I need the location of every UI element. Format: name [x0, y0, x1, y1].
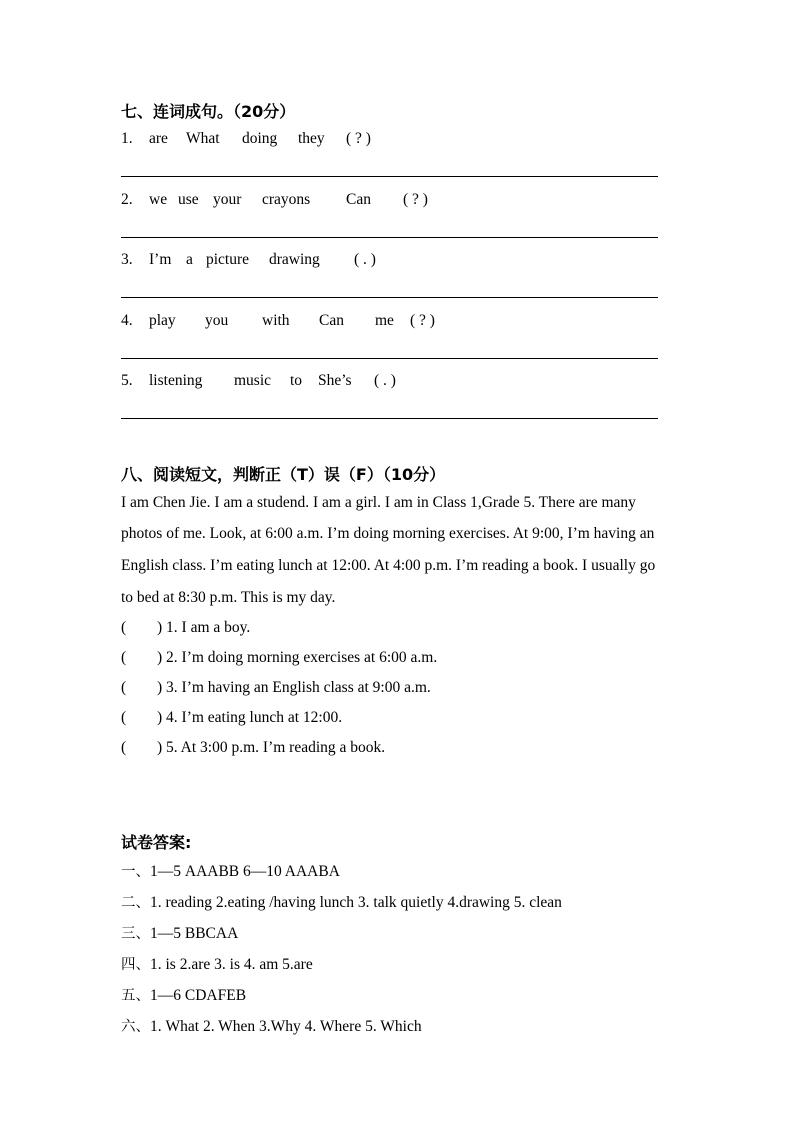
statement-text: ) 1. I am a boy.	[157, 619, 251, 636]
tf-statement-1	[121, 619, 250, 637]
passage-line-2: photos of me. Look, at 6:00 a.m. I’m doing morning exercises. At 9:00, I’m having an	[121, 525, 655, 542]
answer-section-number: 三、	[121, 926, 150, 942]
word: you	[205, 312, 229, 329]
item-number: 4.	[121, 312, 133, 329]
answer-line-6	[121, 1015, 422, 1036]
item-number: 3.	[121, 251, 133, 268]
answer-line-4[interactable]	[121, 358, 658, 359]
word: She’s	[318, 372, 352, 389]
answer-line-1[interactable]	[121, 176, 658, 177]
answer-blank[interactable]: (	[121, 679, 127, 696]
punctuation-hint: ( . )	[354, 251, 376, 268]
word: picture	[206, 251, 250, 268]
answer-section-number: 二、	[121, 895, 150, 911]
answer-text: 1—5 AAABB 6—10 AAABA	[150, 863, 340, 880]
statement-text: ) 5. At 3:00 p.m. I’m reading a book.	[157, 739, 386, 756]
word: Can	[346, 191, 371, 208]
punctuation-hint: ( . )	[374, 372, 396, 389]
answer-blank[interactable]: (	[121, 619, 127, 636]
answer-section-number: 一、	[121, 864, 150, 880]
word: play	[149, 312, 176, 329]
answer-section-number: 五、	[121, 988, 150, 1004]
tf-statement-3	[121, 679, 431, 697]
word: music	[234, 372, 272, 389]
answer-blank[interactable]: (	[121, 709, 127, 726]
answer-section-number: 四、	[121, 957, 150, 973]
statement-text: ) 4. I’m eating lunch at 12:00.	[157, 709, 343, 726]
punctuation-hint: ( ? )	[410, 312, 435, 329]
answer-line-3[interactable]	[121, 297, 658, 298]
word: use	[178, 191, 199, 208]
passage-line-1: I am Chen Jie. I am a studend. I am a girl. I am in Class 1,Grade 5. There are many	[121, 494, 636, 511]
answer-blank[interactable]: (	[121, 739, 127, 756]
answer-text: 1. reading 2.eating /having lunch 3. talk quietly 4.drawing 5. clean	[150, 894, 562, 911]
answer-text: 1. is 2.are 3. is 4. am 5.are	[150, 956, 313, 973]
answer-line-2	[121, 891, 562, 912]
word: drawing	[269, 251, 320, 268]
answer-section-number: 六、	[121, 1019, 150, 1035]
word: crayons	[262, 191, 311, 208]
word: Can	[319, 312, 344, 329]
word: listening	[149, 372, 203, 389]
tf-statement-2	[121, 649, 437, 667]
answer-line-5	[121, 984, 246, 1005]
word: to	[290, 372, 303, 389]
answer-text: 1—5 BBCAA	[150, 925, 239, 942]
word: we	[149, 191, 168, 208]
word: with	[262, 312, 290, 329]
word: are	[149, 130, 168, 147]
passage-line-4: to bed at 8:30 p.m. This is my day.	[121, 589, 336, 606]
answer-text: 1—6 CDAFEB	[150, 987, 247, 1004]
answer-line-4	[121, 953, 313, 974]
word: they	[298, 130, 325, 147]
statement-text: ) 2. I’m doing morning exercises at 6:00 a.m.	[157, 649, 438, 666]
word: What	[186, 130, 220, 147]
passage-line-3: English class. I’m eating lunch at 12:00. At 4:00 p.m. I’m reading a book. I usually go	[121, 557, 656, 574]
answer-text: 1. What 2. When 3.Why 4. Where 5. Which	[150, 1018, 422, 1035]
answer-blank[interactable]: (	[121, 649, 127, 666]
answer-line-2[interactable]	[121, 237, 658, 238]
punctuation-hint: ( ? )	[346, 130, 371, 147]
section7-title: 七、连词成句。（20分）	[121, 102, 296, 121]
answer-line-5[interactable]	[121, 418, 658, 419]
section8-title: 八、阅读短文，判断正（T）误（F）（10分）	[121, 465, 446, 484]
item-number: 5.	[121, 372, 133, 389]
answers-title: 试卷答案:	[121, 833, 192, 852]
tf-statement-5	[121, 739, 385, 757]
tf-statement-4	[121, 709, 342, 727]
punctuation-hint: ( ? )	[403, 191, 428, 208]
item-number: 1.	[121, 130, 133, 147]
word: your	[213, 191, 242, 208]
item-number: 2.	[121, 191, 133, 208]
statement-text: ) 3. I’m having an English class at 9:00 a.m.	[157, 679, 431, 696]
word: doing	[242, 130, 278, 147]
word: I’m	[149, 251, 172, 268]
answer-line-3	[121, 922, 238, 943]
answer-line-1	[121, 860, 340, 881]
word: a	[186, 251, 193, 268]
word: me	[375, 312, 394, 329]
